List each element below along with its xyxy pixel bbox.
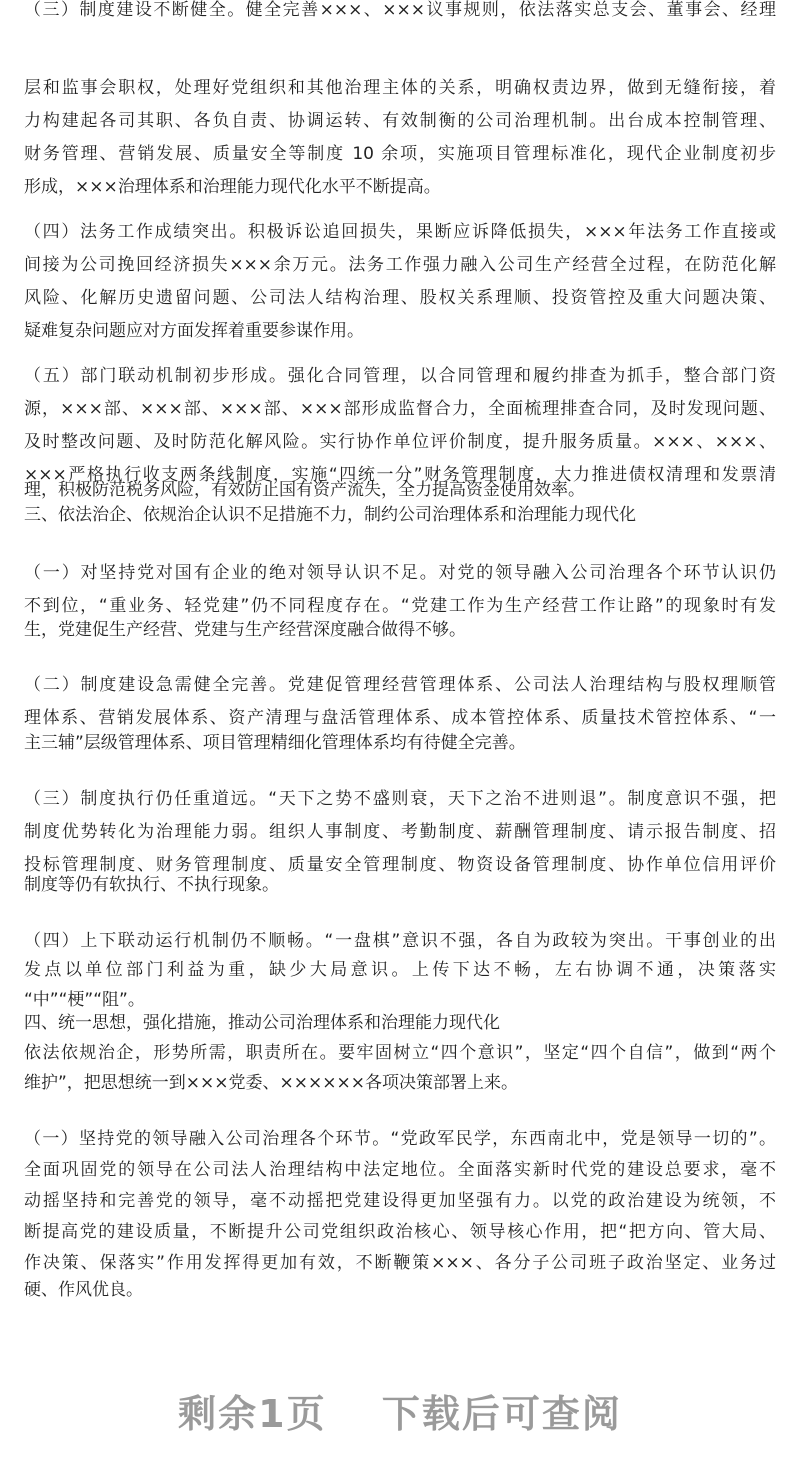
text-line: 财务管理、营销发展、质量安全等制度 10 余项，实施项目管理标准化，现代企业制度初步 [24, 144, 776, 164]
text-line: （三）制度执行仍任重道远。“天下之势不盛则衰，天下之治不进则退”。制度意识不强，把 [24, 789, 776, 809]
text-line: 源，×××部、×××部、×××部、×××部形成监督合力，全面梳理排查合同，及时发现问题、 [24, 399, 776, 419]
text-line: 疑难复杂问题应对方面发挥着重要参谋作用。 [24, 321, 364, 341]
text-line: 理，积极防范税务风险，有效防止国有资产流失，全力提高资金使用效率。 [24, 480, 585, 500]
text-line: ×××严格执行收支两条线制度，实施“四统一分”财务管理制度，大力推进债权清理和发票清 [24, 465, 776, 485]
text-line: （一）坚持党的领导融入公司治理各个环节。“党政军民学，东西南北中，党是领导一切的”。 [24, 1129, 776, 1149]
text-line: 制度等仍有软执行、不执行现象。 [24, 875, 279, 895]
text-line: 理体系、营销发展体系、资产清理与盘活管理体系、成本管控体系、质量技术管控体系、“一 [24, 708, 776, 728]
text-line: “中”“梗”“阻”。 [24, 990, 145, 1010]
text-line: 断提高党的建设质量，不断提升公司党组织政治核心、领导核心作用，把“把方向、管大局、 [24, 1222, 776, 1242]
text-line: 动摇坚持和完善党的领导，毫不动摇把党建设得更加坚强有力。以党的政治建设为统领，不 [24, 1191, 776, 1211]
text-line: 全面巩固党的领导在公司法人治理结构中法定地位。全面落实新时代党的建设总要求，毫不 [24, 1160, 776, 1180]
text-line: 间接为公司挽回经济损失×××余万元。法务工作强力融入公司生产经营全过程，在防范化解 [24, 255, 776, 275]
text-line: 发点以单位部门利益为重，缺少大局意识。上传下达不畅，左右协调不通，决策落实 [24, 960, 776, 980]
section-heading: 四、统一思想，强化措施，推动公司治理体系和治理能力现代化 [24, 1013, 500, 1033]
text-line: （一）对坚持党对国有企业的绝对领导认识不足。对党的领导融入公司治理各个环节认识仍 [24, 563, 776, 583]
text-line: （二）制度建设急需健全完善。党建促管理经营管理体系、公司法人治理结构与股权理顺管 [24, 675, 776, 695]
text-line: 形成，×××治理体系和治理能力现代化水平不断提高。 [24, 177, 441, 197]
section-heading: 三、依法治企、依规治企认识不足措施不力，制约公司治理体系和治理能力现代化 [24, 505, 636, 525]
text-line: （五）部门联动机制初步形成。强化合同管理，以合同管理和履约排查为抓手，整合部门资 [24, 366, 776, 386]
text-line: 风险、化解历史遗留问题、公司法人结构治理、股权关系理顺、投资管控及重大问题决策、 [24, 288, 776, 308]
remaining-pages-label: 剩余1页 [178, 1392, 327, 1436]
text-line: 作决策、保落实”作用发挥得更加有效，不断鞭策×××、各分子公司班子政治坚定、业务过 [24, 1253, 776, 1273]
text-line: 维护”，把思想统一到×××党委、××××××各项决策部署上来。 [24, 1073, 519, 1093]
download-prompt[interactable] [0, 1384, 800, 1444]
text-line: 层和监事会职权，处理好党组织和其他治理主体的关系，明确权责边界，做到无缝衔接，着 [24, 78, 776, 98]
text-line: 制度优势转化为治理能力弱。组织人事制度、考勤制度、薪酬管理制度、请示报告制度、招 [24, 822, 776, 842]
text-line: 投标管理制度、财务管理制度、质量安全管理制度、物资设备管理制度、协作单位信用评价 [24, 855, 776, 875]
text-line: 依法依规治企，形势所需，职责所在。要牢固树立“四个意识”，坚定“四个自信”，做到“两个 [24, 1043, 776, 1063]
text-line: 生，党建促生产经营、党建与生产经营深度融合做得不够。 [24, 620, 466, 640]
text-line: （三）制度建设不断健全。健全完善×××、×××议事规则，依法落实总支会、董事会、经理 [24, 0, 776, 20]
text-line: 及时整改问题、及时防范化解风险。实行协作单位评价制度，提升服务质量。×××、×××、 [24, 432, 776, 452]
text-line: 主三辅”层级管理体系、项目管理精细化管理体系均有待健全完善。 [24, 733, 526, 753]
text-line: （四）上下联动运行机制仍不顺畅。“一盘棋”意识不强，各自为政较为突出。干事创业的出 [24, 931, 776, 951]
text-line: 不到位，“重业务、轻党建”仍不同程度存在。“党建工作为生产经营工作让路”的现象时有发 [24, 596, 776, 616]
text-line: （四）法务工作成绩突出。积极诉讼追回损失，果断应诉降低损失，×××年法务工作直接或 [24, 222, 776, 242]
text-line: 力构建起各司其职、各负自责、协调运转、有效制衡的公司治理机制。出台成本控制管理、 [24, 111, 776, 131]
download-hint-label: 下载后可查阅 [381, 1392, 622, 1436]
text-line: 硬、作风优良。 [24, 1280, 143, 1300]
